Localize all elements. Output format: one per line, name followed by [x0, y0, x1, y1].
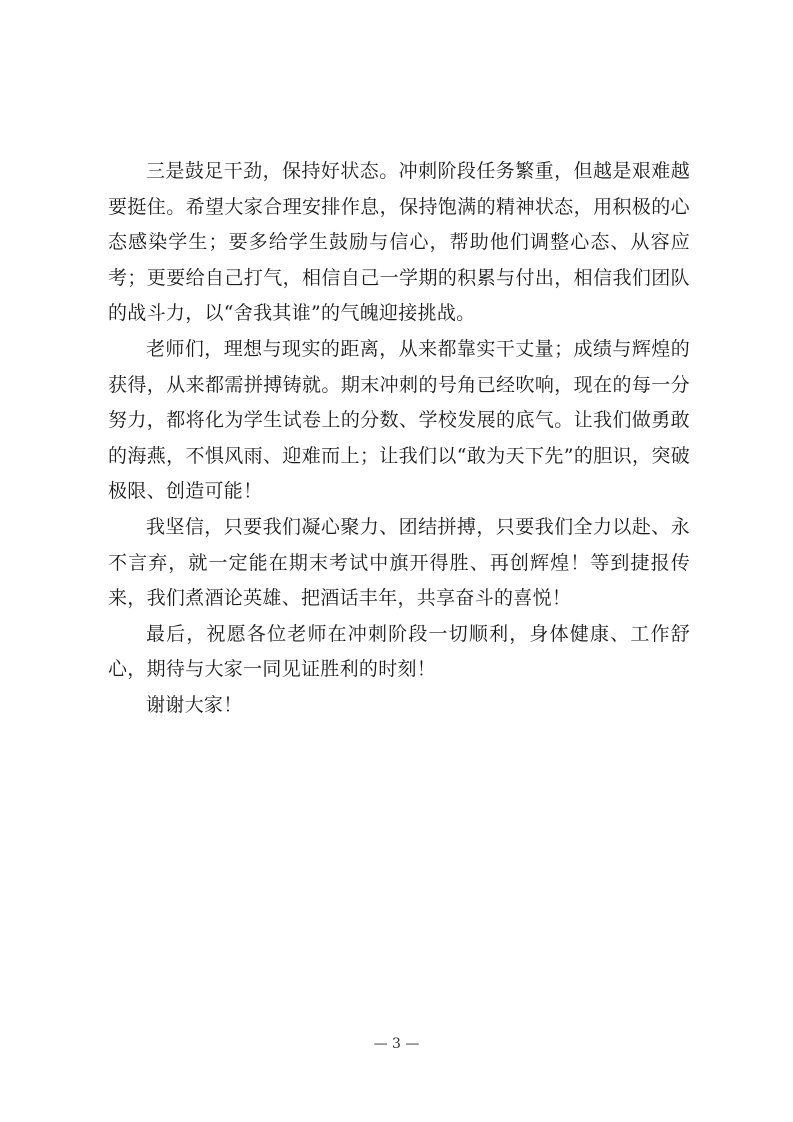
speech-body [108, 154, 690, 724]
page-number: — 3 — [373, 1036, 420, 1052]
paragraph-teachers-call: 老师们，理想与现实的距离，从来都靠实干丈量；成绩与辉煌的获得，从来都需拼搏铸就。期末冲刺的号角已经吹响，现在的每一分努力，都将化为学生试卷上的分数、学校发展的底气。让我们做勇敢的海燕，不惧风雨、迎难而上；让我们以“敢为天下先”的胆识，突破极限、创造可能！ [108, 337, 690, 503]
paragraph-wishes: 最后，祝愿各位老师在冲刺阶段一切顺利，身体健康、工作舒心，期待与大家一同见证胜利的时刻！ [108, 622, 690, 681]
paragraph-keep-good-state: 三是鼓足干劲，保持好状态。冲刺阶段任务繁重，但越是艰难越要挺住。希望大家合理安排作息，保持饱满的精神状态，用积极的心态感染学生；要多给学生鼓励与信心，帮助他们调整心态、从容应考；更要给自己打气，相信自己一学期的积累与付出，相信我们团队的战斗力，以“舍我其谁”的气魄迎接挑战。 [108, 160, 690, 325]
paragraph-belief: 我坚信，只要我们凝心聚力、团结拼搏，只要我们全力以赴、永不言弃，就一定能在期末考试中旗开得胜、再创辉煌！等到捷报传来，我们煮酒论英雄、把酒话丰年，共享奋斗的喜悦！ [108, 515, 690, 610]
paragraph-thanks: 谢谢大家！ [146, 693, 243, 716]
